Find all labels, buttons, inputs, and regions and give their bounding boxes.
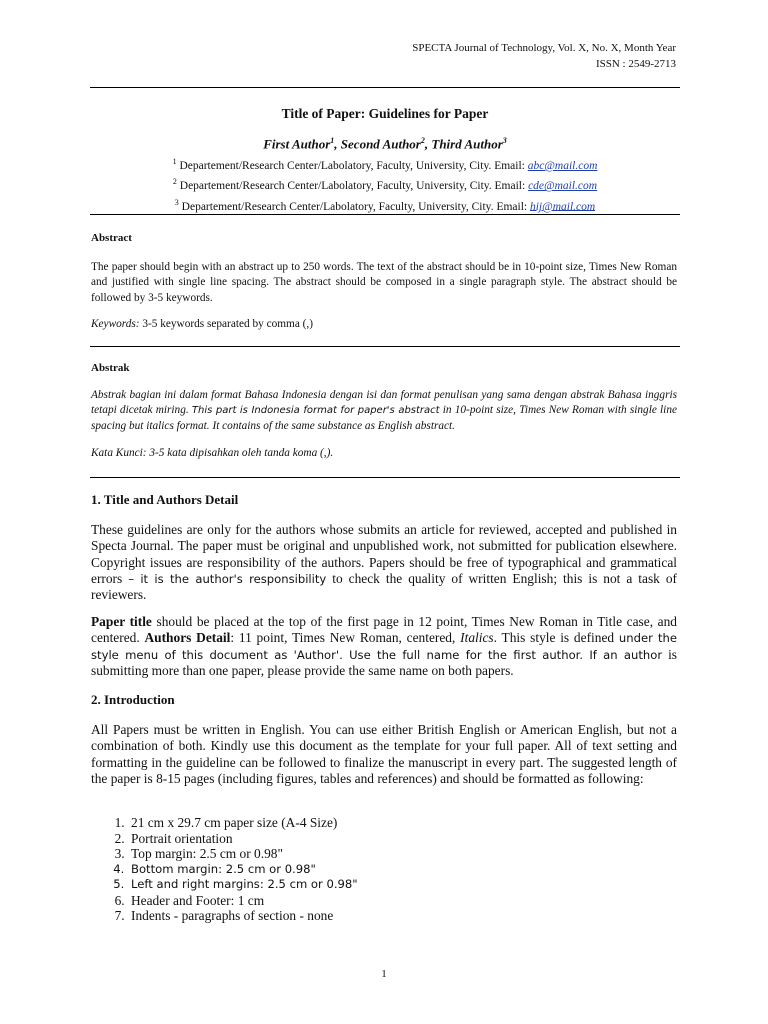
italic-term: Italics xyxy=(460,630,494,646)
text-run: under the style menu of this document as 'Author'. Use the full name for the first author. If an author xyxy=(91,631,678,662)
journal-header xyxy=(412,40,676,72)
text-run: should be placed at the top of the first page in 12 point, Times New Roman in Title case, and centered. xyxy=(91,614,677,646)
list-item: 2. Portrait orientation xyxy=(128,831,358,847)
affiliation-text: Departement/Research Center/Labolatory, Faculty, University, City. Email: xyxy=(176,159,528,172)
abstrak-top-rule xyxy=(90,346,680,347)
affiliation-line xyxy=(90,154,680,174)
author-name: Second Author xyxy=(340,136,421,152)
abstract-heading: Abstract xyxy=(91,232,132,244)
affiliation-text: Departement/Research Center/Labolatory, Faculty, University, City. Email: xyxy=(178,200,530,213)
body-paragraph xyxy=(91,614,677,679)
affiliations xyxy=(90,154,680,215)
abstrak-text-part: This part is Indonesia format for paper's abstract xyxy=(191,405,440,417)
abstrak-heading: Abstrak xyxy=(91,362,130,374)
author-separator: , xyxy=(334,136,341,152)
affiliation-sup: 2 xyxy=(172,177,177,187)
author-name: Third Author xyxy=(431,136,503,152)
section-heading: 2. Introduction xyxy=(91,692,175,707)
affiliation-sup: 1 xyxy=(172,157,177,166)
keywords-text: 3-5 keywords separated by comma (,) xyxy=(139,318,314,330)
affiliation-line xyxy=(90,195,680,215)
text-run: These guidelines are only for the authors whose submits an article for reviewed, accepted and published in Specta Journal. The paper must be original and unpublished work, not submitted for publication elsewhere. Copyright issues are responsibility of the authors. Papers should be free of typographical and grammatical errors xyxy=(91,522,677,586)
abstrak-text-part: in 10-point size, Times New Roman with single line spacing but italics format. It contains of the same substance as English abstract. xyxy=(91,404,677,432)
abstrak-text-part: Abstrak bagian ini dalam format Bahasa Indonesia dengan isi dan format penulisan yang sama dengan abstrak Bahasa inggris tetapi dicetak miring. xyxy=(91,389,677,417)
email-link[interactable]: abc@mail.com xyxy=(527,159,598,172)
issn-line: ISSN : 2549-2713 xyxy=(595,58,676,70)
author-name: First Author xyxy=(263,136,331,152)
abstrak-bottom-rule xyxy=(90,477,680,478)
list-item: 6. Header and Footer: 1 cm xyxy=(128,893,358,909)
list-item: 4. Bottom margin: 2.5 cm or 0.98" xyxy=(128,862,358,878)
paper-title: Title of Paper: Guidelines for Paper xyxy=(281,106,489,121)
text-run: to check the quality of written English; this is not a task of reviewers. xyxy=(91,570,677,603)
journal-line: SPECTA Journal of Technology, Vol. X, No. X, Month Year xyxy=(412,42,676,54)
list-item: 3. Top margin: 2.5 cm or 0.98" xyxy=(128,846,358,862)
author-sup: 2 xyxy=(420,136,425,145)
affiliation-sup: 3 xyxy=(174,197,179,207)
page-number: 1 xyxy=(381,968,387,980)
abstract-top-rule xyxy=(90,214,680,215)
affiliation-text: Departement/Research Center/Labolatory, Faculty, University, City. Email: xyxy=(176,180,529,193)
bold-term: Authors Detail xyxy=(144,630,231,646)
kata-kunci-line: Kata Kunci: 3-5 kata dipisahkan oleh tanda koma (,). xyxy=(91,447,334,459)
author-sup: 1 xyxy=(330,136,335,145)
text-run: . This style is defined xyxy=(493,630,619,646)
list-item: 5. Left and right margins: 2.5 cm or 0.98" xyxy=(128,877,358,893)
text-run: is submitting more than one paper, please provide the same name on both papers. xyxy=(91,646,678,678)
body-paragraph xyxy=(91,522,677,603)
keywords-label: Keywords: xyxy=(91,318,140,330)
header-rule xyxy=(90,87,680,88)
text-run: – it is the author's responsibility xyxy=(128,571,327,586)
section-heading: 1. Title and Authors Detail xyxy=(91,492,239,507)
body-paragraph: All Papers must be written in English. You can use either British English or American English, but not a combination of both. Kindly use this document as the template for your full paper. All of text setting and formatting in the guideline can be followed to finalize the manuscript in every part. The suggested length of the paper is 8-15 pages (including figures, tables and references) and should be formatted as following: xyxy=(91,722,677,786)
abstract-text: The paper should begin with an abstract up to 250 words. The text of the abstract should be in 10-point size, Times New Roman and justified with single line spacing. The abstract should be composed in a single paragraph style. The abstract should be followed by 3-5 keywords. xyxy=(91,261,677,304)
affiliation-line xyxy=(90,174,680,194)
author-sup: 3 xyxy=(502,136,507,145)
bold-term: Paper title xyxy=(91,614,152,629)
list-item: 1. 21 cm x 29.7 cm paper size (A-4 Size) xyxy=(128,815,358,831)
text-run: : 11 point, Times New Roman, centered, xyxy=(230,630,461,646)
abstrak-text xyxy=(91,388,677,434)
email-link[interactable]: hij@mail.com xyxy=(529,200,596,213)
list-item: 7. Indents - paragraphs of section - none xyxy=(128,908,358,924)
author-line xyxy=(90,136,680,152)
author-separator: , xyxy=(424,136,432,152)
email-link[interactable]: cde@mail.com xyxy=(528,180,598,193)
format-spec-list xyxy=(90,815,358,924)
keywords-line xyxy=(91,317,677,332)
